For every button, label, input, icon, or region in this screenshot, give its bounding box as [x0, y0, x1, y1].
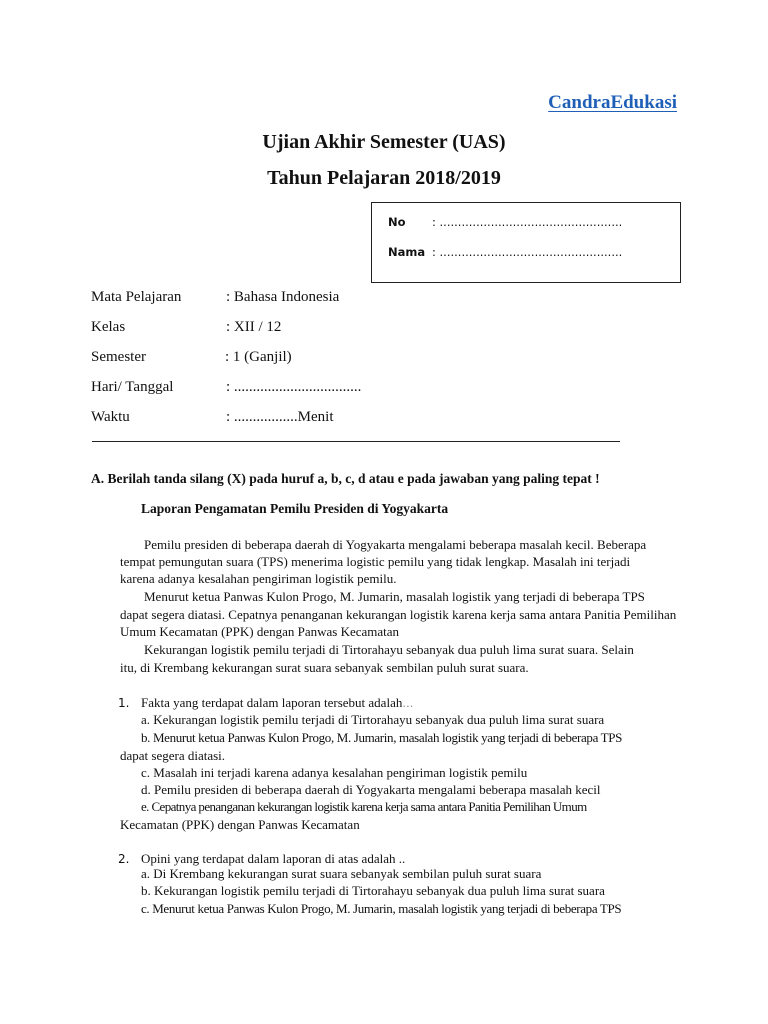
nama-row — [388, 245, 622, 259]
question-stem-text: Fakta yang terdapat dalam laporan tersebut adalah — [141, 695, 403, 710]
option-b[interactable]: b. Menurut ketua Panwas Kulon Progo, M. Jumarin, masalah logistik yang terjadi di beberapa TPS — [141, 730, 623, 745]
passage-line: karena adanya kesalahan pengiriman logistik pemilu. — [120, 571, 397, 586]
question-number: 1. — [118, 696, 130, 710]
option-d[interactable]: d. Pemilu presiden di beberapa daerah di Yogyakarta mengalami beberapa masalah kecil — [141, 782, 601, 797]
option-e[interactable]: e. Cepatnya penanganan kekurangan logistik karena kerja sama antara Panitia Pemilihan Umum — [141, 799, 587, 814]
info-label: Kelas — [91, 319, 126, 335]
option-e-continuation: Kecamatan (PPK) dengan Panwas Kecamatan — [120, 817, 360, 832]
option-c[interactable]: c. Menurut ketua Panwas Kulon Progo, M. Jumarin, masalah logistik yang terjadi di beberapa TPS — [141, 901, 622, 916]
info-row-time — [91, 409, 334, 426]
question-stem — [141, 695, 413, 711]
info-label: Hari/ Tanggal — [91, 379, 174, 395]
option-b[interactable]: b. Kekurangan logistik pemilu terjadi di Tirtorahayu sebanyak dua puluh lima surat suara — [141, 883, 605, 898]
info-value[interactable]: : .................Menit — [226, 409, 334, 425]
info-label: Semester — [91, 349, 146, 365]
nama-label: Nama — [388, 245, 426, 259]
option-a[interactable]: a. Di Krembang kekurangan surat suara sebanyak sembilan puluh surat suara — [141, 866, 542, 881]
info-row-semester — [91, 349, 292, 366]
section-a-instruction: A. Berilah tanda silang (X) pada huruf a, b, c, d atau e pada jawaban yang paling tepat ! — [91, 471, 600, 486]
info-row-class — [91, 319, 281, 336]
info-label: Mata Pelajaran — [91, 289, 182, 305]
passage-line: itu, di Krembang kekurangan surat suara sebanyak sembilan puluh surat suara. — [120, 660, 529, 675]
option-b-continuation: dapat segera diatasi. — [120, 748, 226, 763]
no-field[interactable]: : .................................................. — [432, 215, 623, 229]
info-value: : XII / 12 — [226, 319, 282, 335]
passage-line: Pemilu presiden di beberapa daerah di Yogyakarta mengalami beberapa masalah kecil. Beberapa — [144, 537, 647, 552]
info-value: : Bahasa Indonesia — [226, 289, 340, 305]
info-row-date — [91, 379, 361, 396]
student-id-box — [371, 202, 681, 283]
passage-line: dapat segera diatasi. Cepatnya penanganan kekurangan logistik karena kerja sama antara Panitia Pemilihan — [120, 607, 677, 622]
divider — [92, 441, 620, 442]
info-row-subject — [91, 289, 339, 306]
passage-line: tempat pemungutan suara (TPS) menerima logistic pemilu yang tidak lengkap. Masalah ini terjadi — [120, 554, 631, 569]
info-label: Waktu — [91, 409, 130, 425]
question-stem: Opini yang terdapat dalam laporan di atas adalah .. — [141, 851, 406, 866]
no-label: No — [388, 215, 406, 229]
nama-field[interactable]: : .................................................. — [432, 245, 623, 259]
reading-title: Laporan Pengamatan Pemilu Presiden di Yogyakarta — [141, 501, 449, 516]
passage-line: Umum Kecamatan (PPK) dengan Panwas Kecamatan — [120, 624, 400, 639]
option-c[interactable]: c. Masalah ini terjadi karena adanya kesalahan pengiriman logistik pemilu — [141, 765, 528, 780]
question-ellipsis: … — [402, 697, 414, 710]
exam-title: Ujian Akhir Semester (UAS) — [262, 131, 506, 153]
passage-line: Menurut ketua Panwas Kulon Progo, M. Jumarin, masalah logistik yang terjadi di beberapa TPS — [144, 589, 645, 604]
info-value[interactable]: : .................................. — [226, 379, 362, 395]
option-a[interactable]: a. Kekurangan logistik pemilu terjadi di Tirtorahayu sebanyak dua puluh lima surat suara — [141, 712, 605, 727]
question-number: 2. — [118, 852, 130, 866]
no-row — [388, 215, 622, 229]
brand-link[interactable]: CandraEdukasi — [548, 92, 677, 113]
academic-year-title: Tahun Pelajaran 2018/2019 — [267, 167, 501, 189]
info-value: : 1 (Ganjil) — [225, 349, 292, 365]
passage-line: Kekurangan logistik pemilu terjadi di Tirtorahayu sebanyak dua puluh lima surat suara. Selain — [144, 642, 634, 657]
